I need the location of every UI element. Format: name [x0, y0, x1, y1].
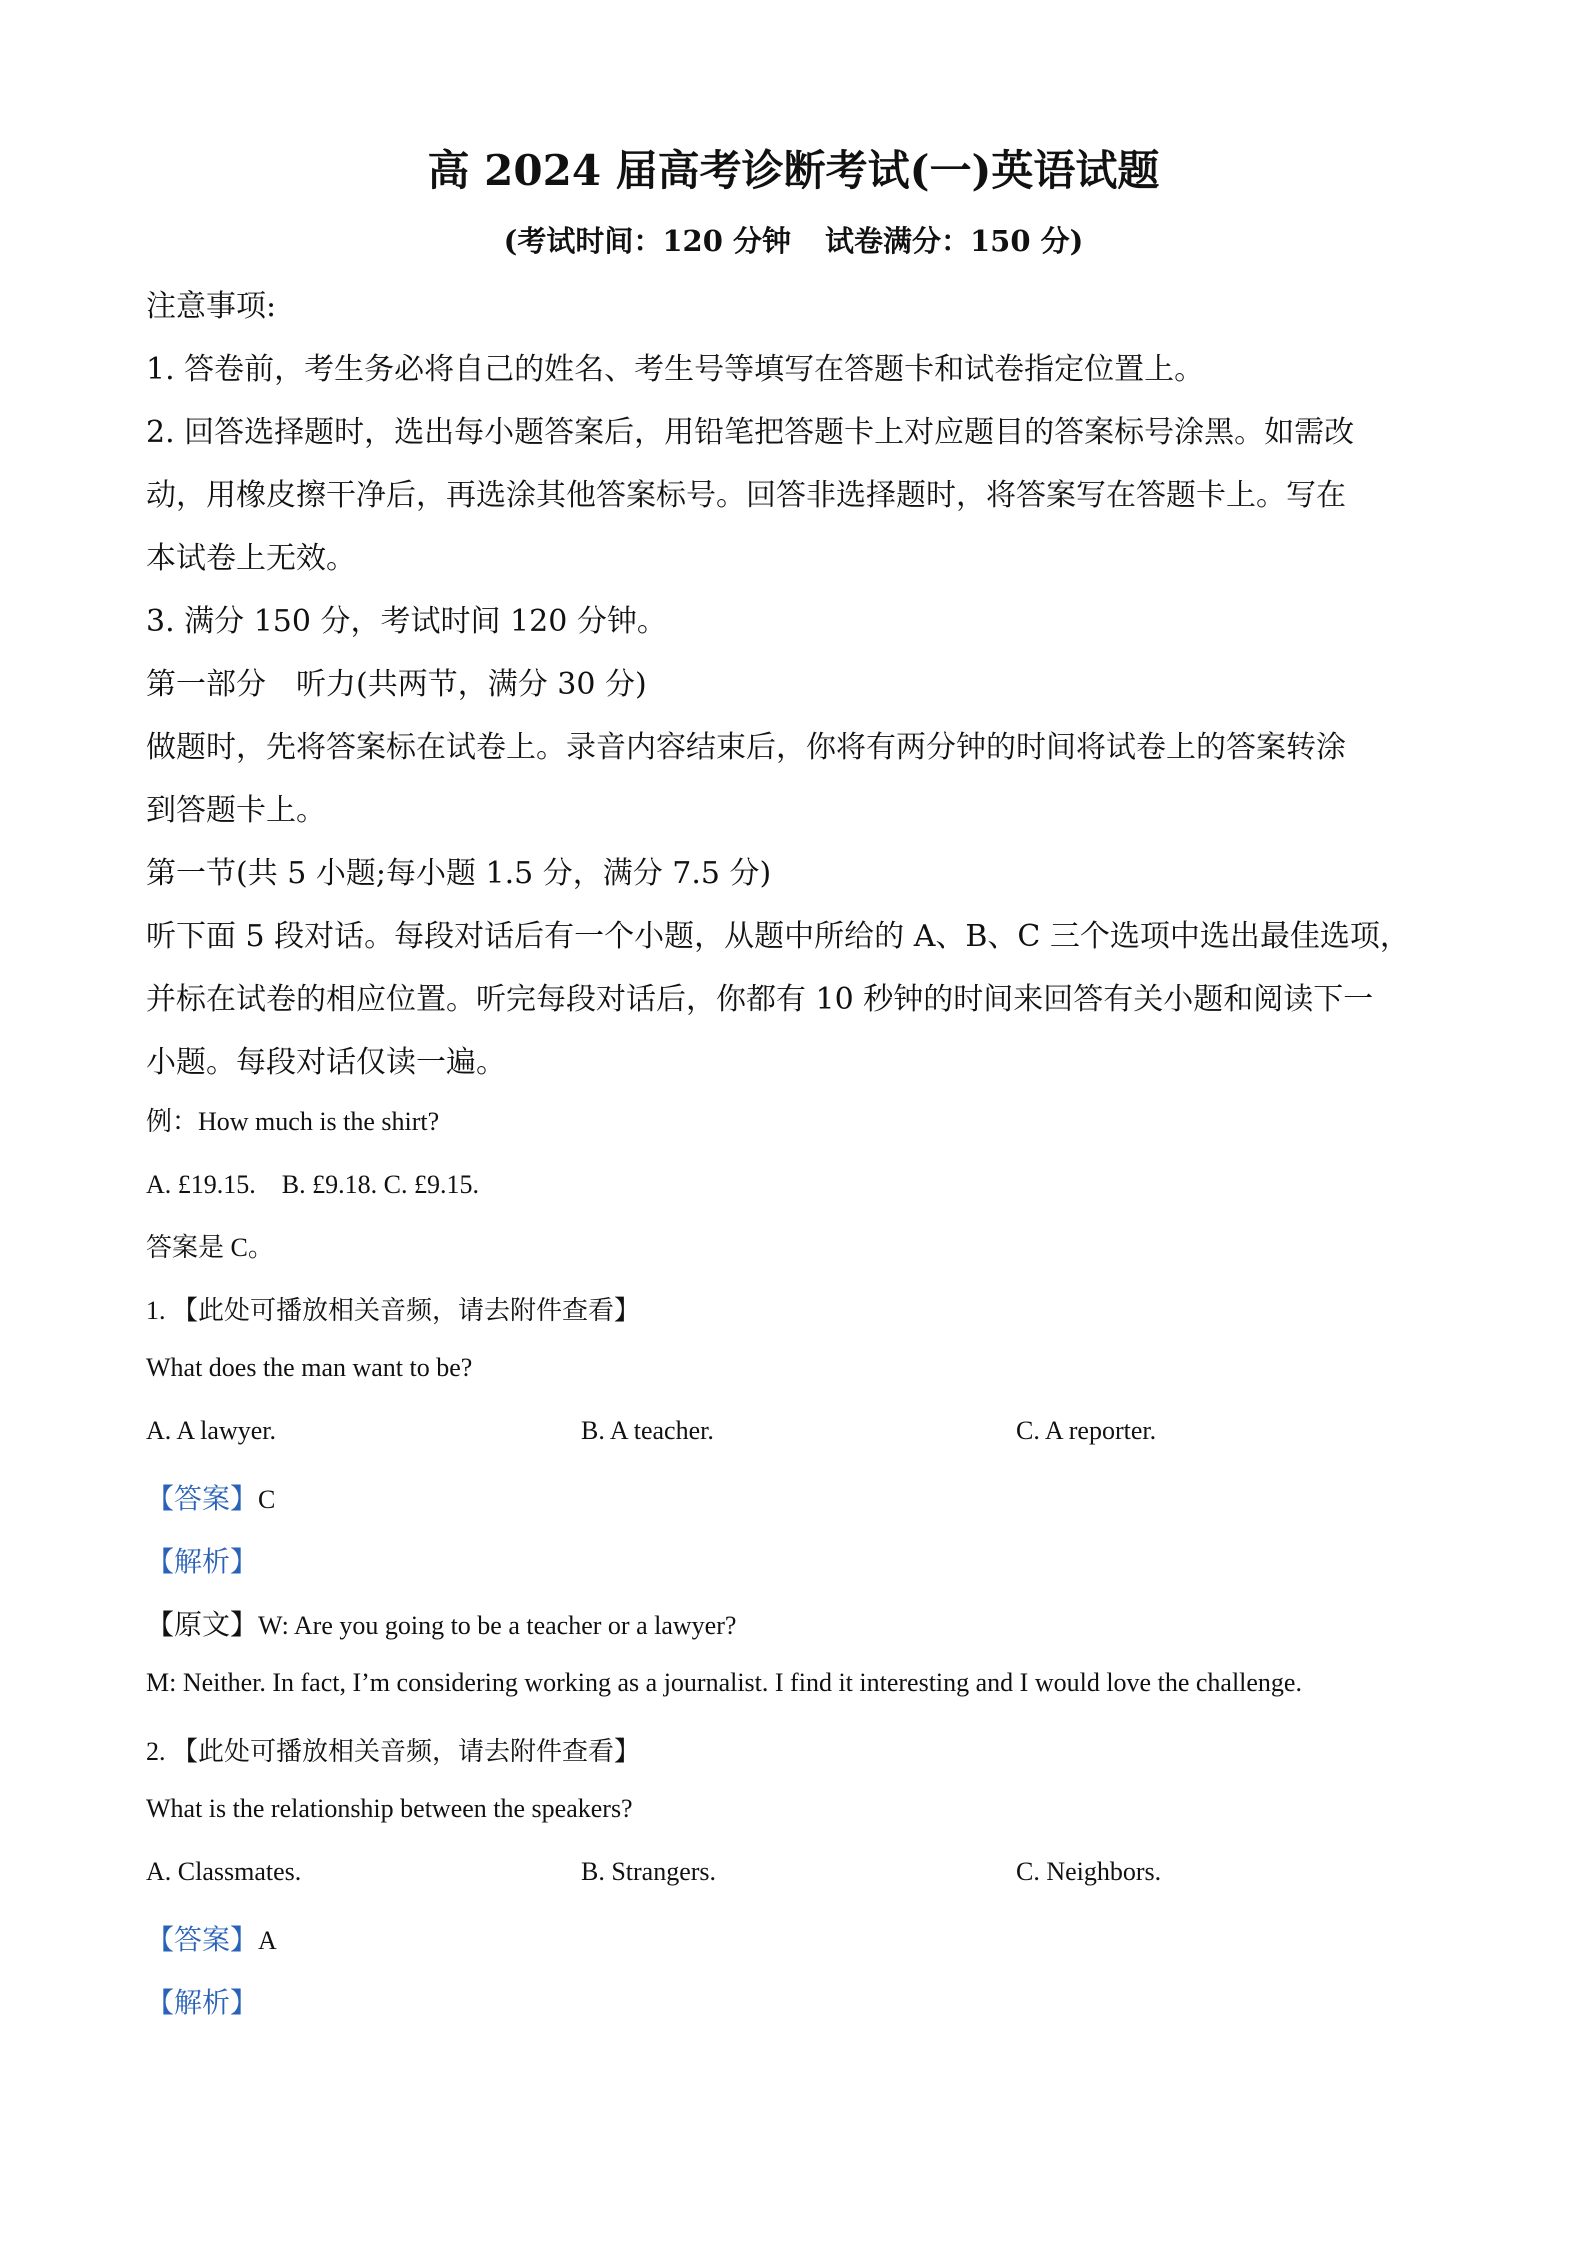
example-question: 例：How much is the shirt? [146, 1107, 440, 1136]
question-2-option-a: A. Classmates. [146, 1857, 302, 1886]
question-1-stem: What does the man want to be? [146, 1353, 473, 1382]
example-answer: 答案是 C。 [146, 1233, 274, 1262]
question-1-option-a: A. A lawyer. [146, 1416, 276, 1445]
section1-line-1: 听下面 5 段对话。每段对话后有一个小题，从题中所给的 A、B、C 三个选项中选出最佳选项， [146, 919, 1410, 954]
page-subtitle [0, 219, 1587, 260]
question-2-option-c: C. Neighbors. [1016, 1857, 1162, 1886]
question-1-number: 1. 【此处可播放相关音频，请去附件查看】 [146, 1296, 641, 1325]
page-title: 高 2024 届高考诊断考试(一)英语试题 [427, 146, 1160, 195]
question-1-option-b: B. A teacher. [581, 1416, 714, 1445]
notes-item-2-line-2: 动，用橡皮擦干净后，再选涂其他答案标号。回答非选择题时，将答案写在答题卡上。写在 [146, 478, 1346, 513]
original-tag: 【原文】 [146, 1608, 259, 1641]
question-2-number: 2. 【此处可播放相关音频，请去附件查看】 [146, 1737, 641, 1766]
answer-value: C [258, 1485, 276, 1514]
question-1-original-w [146, 1603, 736, 1643]
question-1-answer [146, 1477, 275, 1517]
notes-item-1: 1. 答卷前，考生务必将自己的姓名、考生号等填写在答题卡和试卷指定位置上。 [146, 352, 1205, 387]
answer-tag: 【答案】 [146, 1482, 259, 1515]
exam-time: (考试时间：120 分钟 [503, 224, 791, 258]
notes-item-2-line-3: 本试卷上无效。 [146, 541, 356, 576]
original-w-text: W: Are you going to be a teacher or a lawyer? [258, 1611, 737, 1640]
section1-heading: 第一节(共 5 小题;每小题 1.5 分，满分 7.5 分) [146, 856, 772, 891]
part1-heading: 第一部分 听力(共两节，满分 30 分) [146, 667, 647, 702]
notes-item-2-line-1: 2. 回答选择题时，选出每小题答案后，用铅笔把答题卡上对应题目的答案标号涂黑。如需改 [146, 415, 1355, 450]
full-score: 试卷满分：150 分) [825, 224, 1084, 258]
question-2-answer [146, 1918, 277, 1958]
notes-heading: 注意事项: [146, 289, 277, 324]
question-2-stem: What is the relationship between the speakers? [146, 1794, 633, 1823]
notes-item-3: 3. 满分 150 分，考试时间 120 分钟。 [146, 604, 667, 639]
example-options: A. £19.15. B. £9.18. C. £9.15. [146, 1170, 479, 1199]
part1-instructions-line-1: 做题时，先将答案标在试卷上。录音内容结束后，你将有两分钟的时间将试卷上的答案转涂 [146, 730, 1346, 765]
question-1-analysis-tag: 【解析】 [146, 1545, 259, 1578]
question-1-option-c: C. A reporter. [1016, 1416, 1157, 1445]
answer-tag: 【答案】 [146, 1923, 259, 1956]
question-1-original-m: M: Neither. In fact, I’m considering working as a journalist. I find it interesting and I would love the challenge. [146, 1668, 1302, 1697]
part1-instructions-line-2: 到答题卡上。 [146, 793, 326, 828]
question-2-analysis-tag: 【解析】 [146, 1986, 259, 2019]
question-2-option-b: B. Strangers. [581, 1857, 717, 1886]
section1-line-3: 小题。每段对话仅读一遍。 [146, 1045, 506, 1080]
section1-line-2: 并标在试卷的相应位置。听完每段对话后，你都有 10 秒钟的时间来回答有关小题和阅读下一 [146, 982, 1374, 1017]
answer-value: A [258, 1926, 277, 1955]
